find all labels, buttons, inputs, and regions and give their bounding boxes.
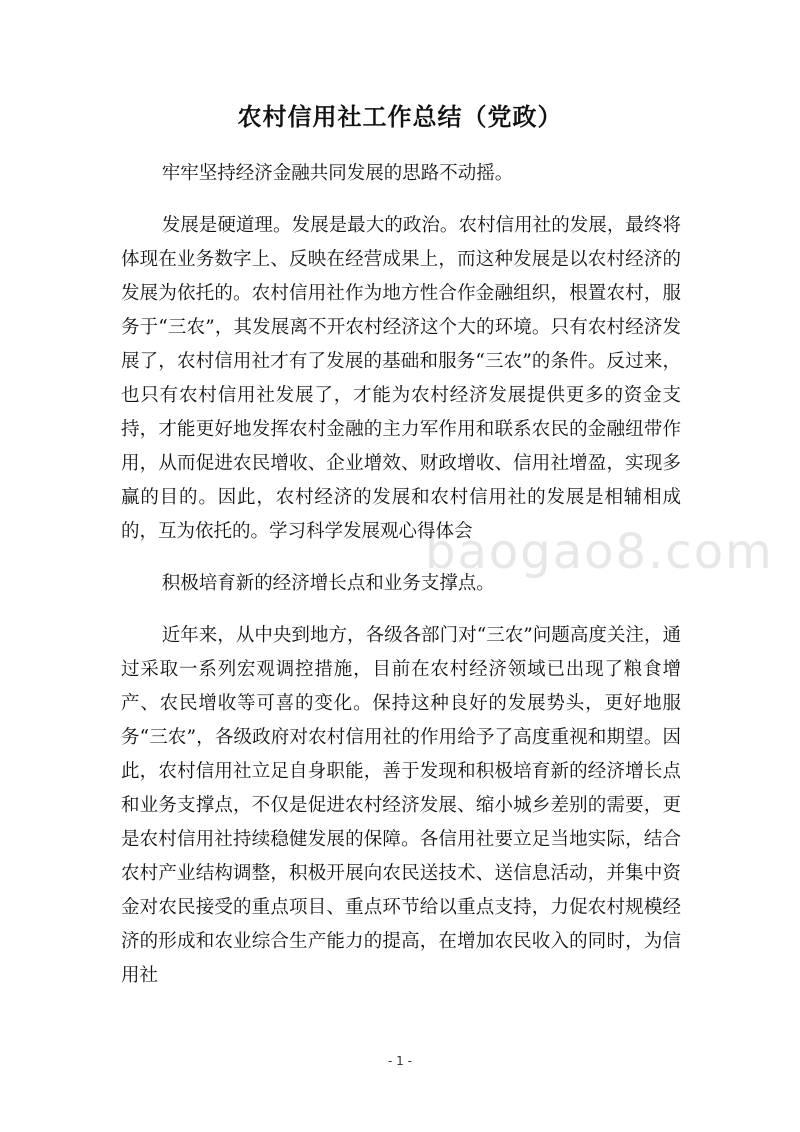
document-title: 农村信用社工作总结（党政） (237, 103, 563, 131)
paragraph-1: 牢牢坚持经济金融共同发展的思路不动摇。 (161, 163, 514, 184)
paragraph-2: 发展是硬道理。发展是最大的政治。农村信用社的发展，最终将体现在业务数字上、反映在经营成果上，而这种发展是以农村经济的发展为依托的。农村信用社作为地方性合作金融组织，根置农村，服务于“三农”，其发展离不开农村经济这个大的环境。只有农村经济发展了，农村信用社才有了发展的基础和服务“三农”的条件。反过来，也只有农村信用社发展了，才能为农村经济发展提供更多的资金支持，才能更好地发挥农村金融的主力军作用和联系农民的金融纽带作用，从而促进农民增收、企业增效、财政增收、信用社增盈，实现多赢的目的。因此，农村经济的发展和农村信用社的发展是相辅相成的，互为依托的。学习科学发展观心得体会 (121, 215, 681, 542)
document-body (121, 157, 681, 1011)
paragraph-3: 积极培育新的经济增长点和业务支撑点。 (161, 573, 495, 594)
watermark-text: baogao8.com (425, 524, 774, 580)
paragraph-4: 近年来，从中央到地方，各级各部门对“三农”问题高度关注，通过采取一系列宏观调控措施，目前在农村经济领域已出现了粮食增产、农民增收等可喜的变化。保持这种良好的发展势头，更好地服务“三农”，各级政府对农村信用社的作用给予了高度重视和期望。因此，农村信用社立足自身职能，善于发现和积极培育新的经济增长点和业务支撑点，不仅是促进农村经济发展、缩小城乡差别的需要，更是农村信用社持续稳健发展的保障。各信用社要立足当地实际，结合农村产业结构调整，积极开展向农民送技术、送信息活动，并集中资金对农民接受的重点项目、重点环节给以重点支持，力促农村规模经济的形成和农业综合生产能力的提高，在增加农民收入的同时，为信用社 (121, 625, 681, 986)
page-number: - 1 - (388, 1054, 412, 1068)
